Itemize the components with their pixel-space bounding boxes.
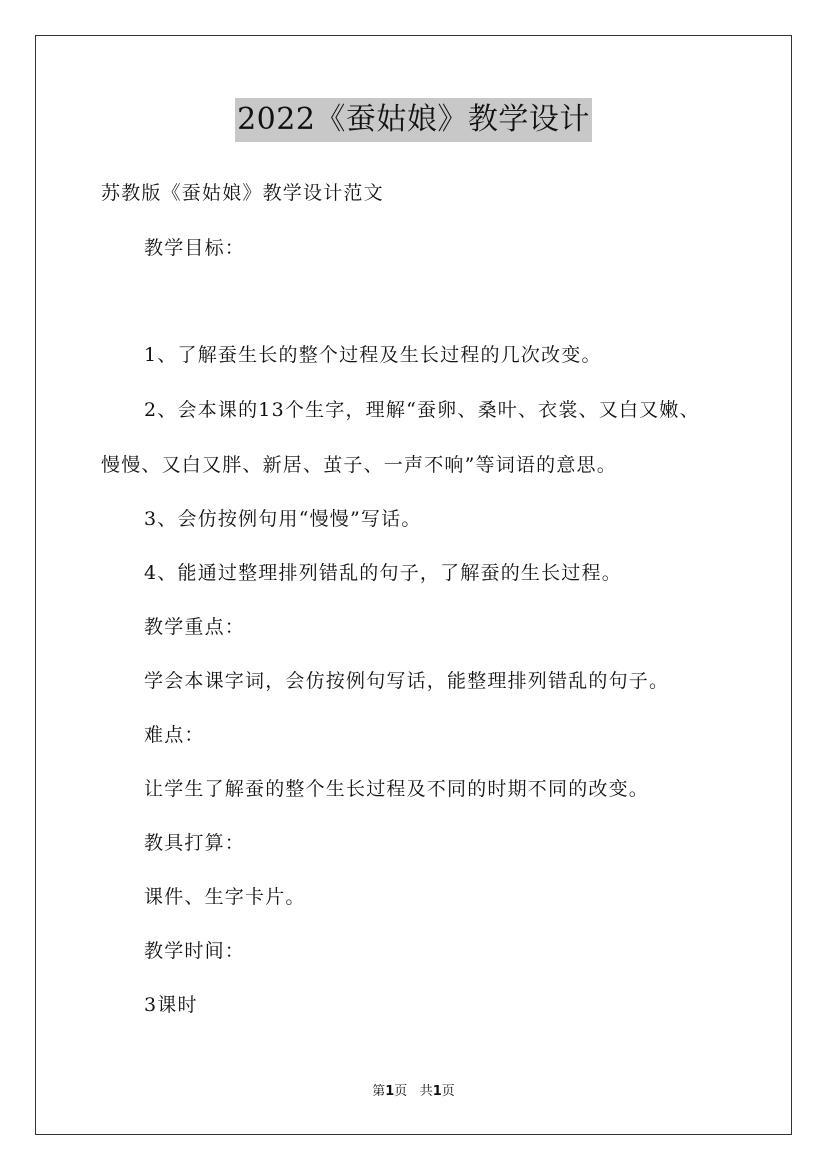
footer-page-number: 1 xyxy=(385,1084,395,1099)
materials-heading: 教具打算： xyxy=(144,832,246,854)
objective-item-2: 2、会本课的13个生字，理解“蚕卵、桑叶、衣裳、又白又嫩、 xyxy=(144,399,700,421)
footer-page-suffix: 页 xyxy=(394,1084,408,1099)
time-text: 3课时 xyxy=(144,994,198,1016)
document-subtitle: 苏教版《蚕姑娘》教学设计范文 xyxy=(101,182,384,204)
difficulty-text: 让学生了解蚕的整个生长过程及不同的时期不同的改变。 xyxy=(144,778,650,800)
time-heading: 教学时间： xyxy=(144,940,246,962)
footer-total-pages: 1 xyxy=(432,1084,442,1099)
document-title: 2022《蚕姑娘》教学设计 xyxy=(235,98,592,142)
key-points-text: 学会本课字词，会仿按例句写话，能整理排列错乱的句子。 xyxy=(144,670,670,692)
title-container xyxy=(0,98,827,142)
objective-item-4: 4、能通过整理排列错乱的句子，了解蚕的生长过程。 xyxy=(144,562,622,584)
footer-page-prefix: 第 xyxy=(372,1084,386,1099)
objective-item-3: 3、会仿按例句用“慢慢”写话。 xyxy=(144,508,422,530)
objectives-heading: 教学目标： xyxy=(144,237,246,259)
key-points-heading: 教学重点： xyxy=(144,616,246,638)
objective-item-1: 1、了解蚕生长的整个过程及生长过程的几次改变。 xyxy=(144,344,602,366)
page-footer xyxy=(0,1083,827,1101)
materials-text: 课件、生字卡片。 xyxy=(144,886,306,908)
objective-item-2-continued: 慢慢、又白又胖、新居、茧子、一声不响”等词语的意思。 xyxy=(101,454,617,476)
footer-total-suffix: 页 xyxy=(441,1084,455,1099)
difficulty-heading: 难点： xyxy=(144,724,205,746)
footer-total-prefix: 共 xyxy=(419,1084,433,1099)
